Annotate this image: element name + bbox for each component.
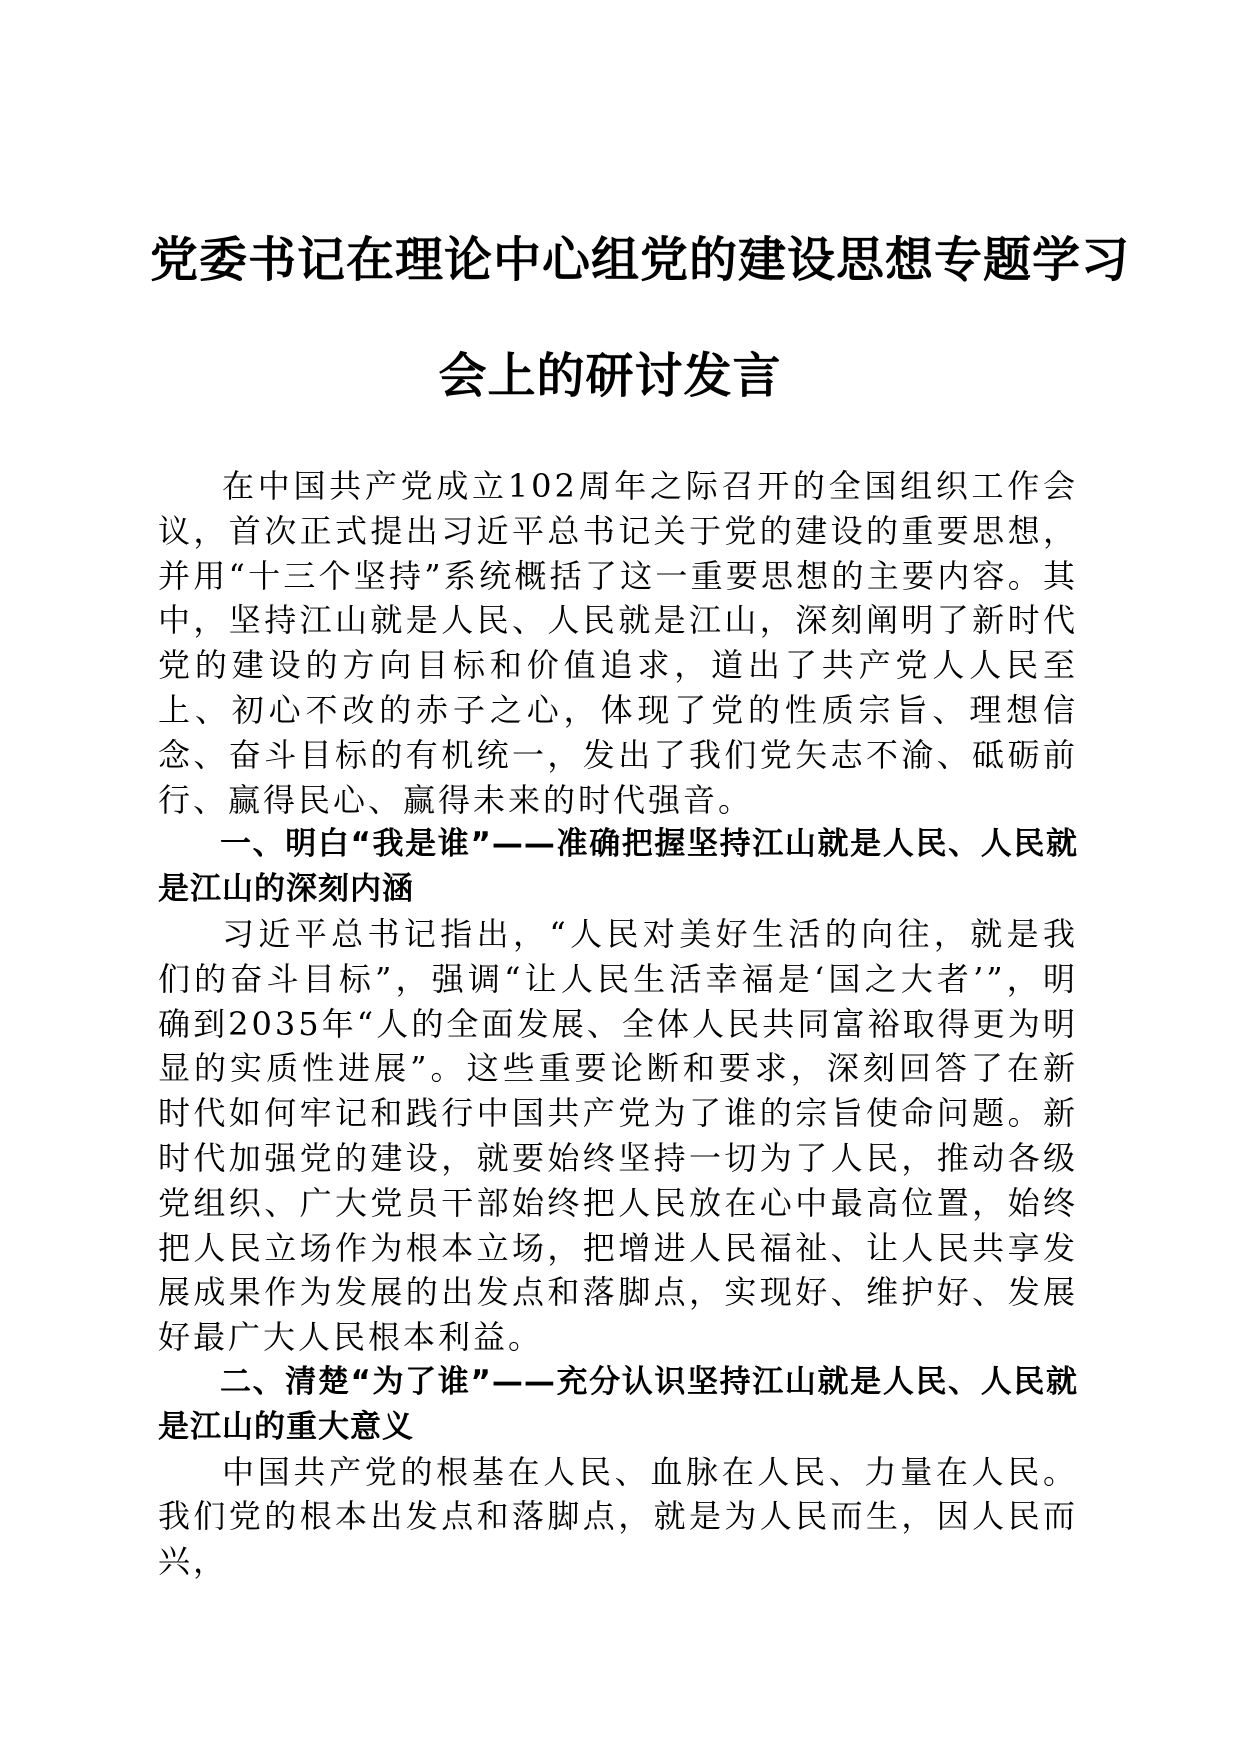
- section-2-paragraph: 中国共产党的根基在人民、血脉在人民、力量在人民。我们党的根本出发点和落脚点，就是为人民而生，因人民而兴，: [158, 1452, 1078, 1581]
- section-heading-1: 一、明白“我是谁”——准确把握坚持江山就是人民、人民就是江山的深刻内涵: [158, 826, 1078, 908]
- document-title-line-1: 党委书记在理论中心组党的建设思想专题学习: [150, 232, 1131, 288]
- section-1-paragraph: 习近平总书记指出，“人民对美好生活的向往，就是我们的奋斗目标”，强调“让人民生活幸福是‘国之大者’”，明确到2035年“人的全面发展、全体人民共同富裕取得更为明显的实质性进展”。这些重要论断和要求，深刻回答了在新时代如何牢记和践行中国共产党为了谁的宗旨使命问题。新时代加强党的建设，就要始终坚持一切为了人民，推动各级党组织、广大党员干部始终把人民放在心中最高位置，始终把人民立场作为根本立场，把增进人民福祉、让人民共享发展成果作为发展的出发点和落脚点，实现好、维护好、发展好最广大人民根本利益。: [158, 914, 1078, 1357]
- document-body: [158, 464, 1078, 1584]
- intro-paragraph: 在中国共产党成立102周年之际召开的全国组织工作会议，首次正式提出习近平总书记关于党的建设的重要思想，并用“十三个坚持”系统概括了这一重要思想的主要内容。其中，坚持江山就是人民、人民就是江山，深刻阐明了新时代党的建设的方向目标和价值追求，道出了共产党人人民至上、初心不改的赤子之心，体现了党的性质宗旨、理想信念、奋斗目标的有机统一，发出了我们党矢志不渝、砥砺前行、赢得民心、赢得未来的时代强音。: [158, 467, 1078, 819]
- document-title-line-2: 会上的研讨发言: [438, 348, 782, 404]
- section-heading-2: 二、清楚“为了谁”——充分认识坚持江山就是人民、人民就是江山的重大意义: [158, 1363, 1078, 1445]
